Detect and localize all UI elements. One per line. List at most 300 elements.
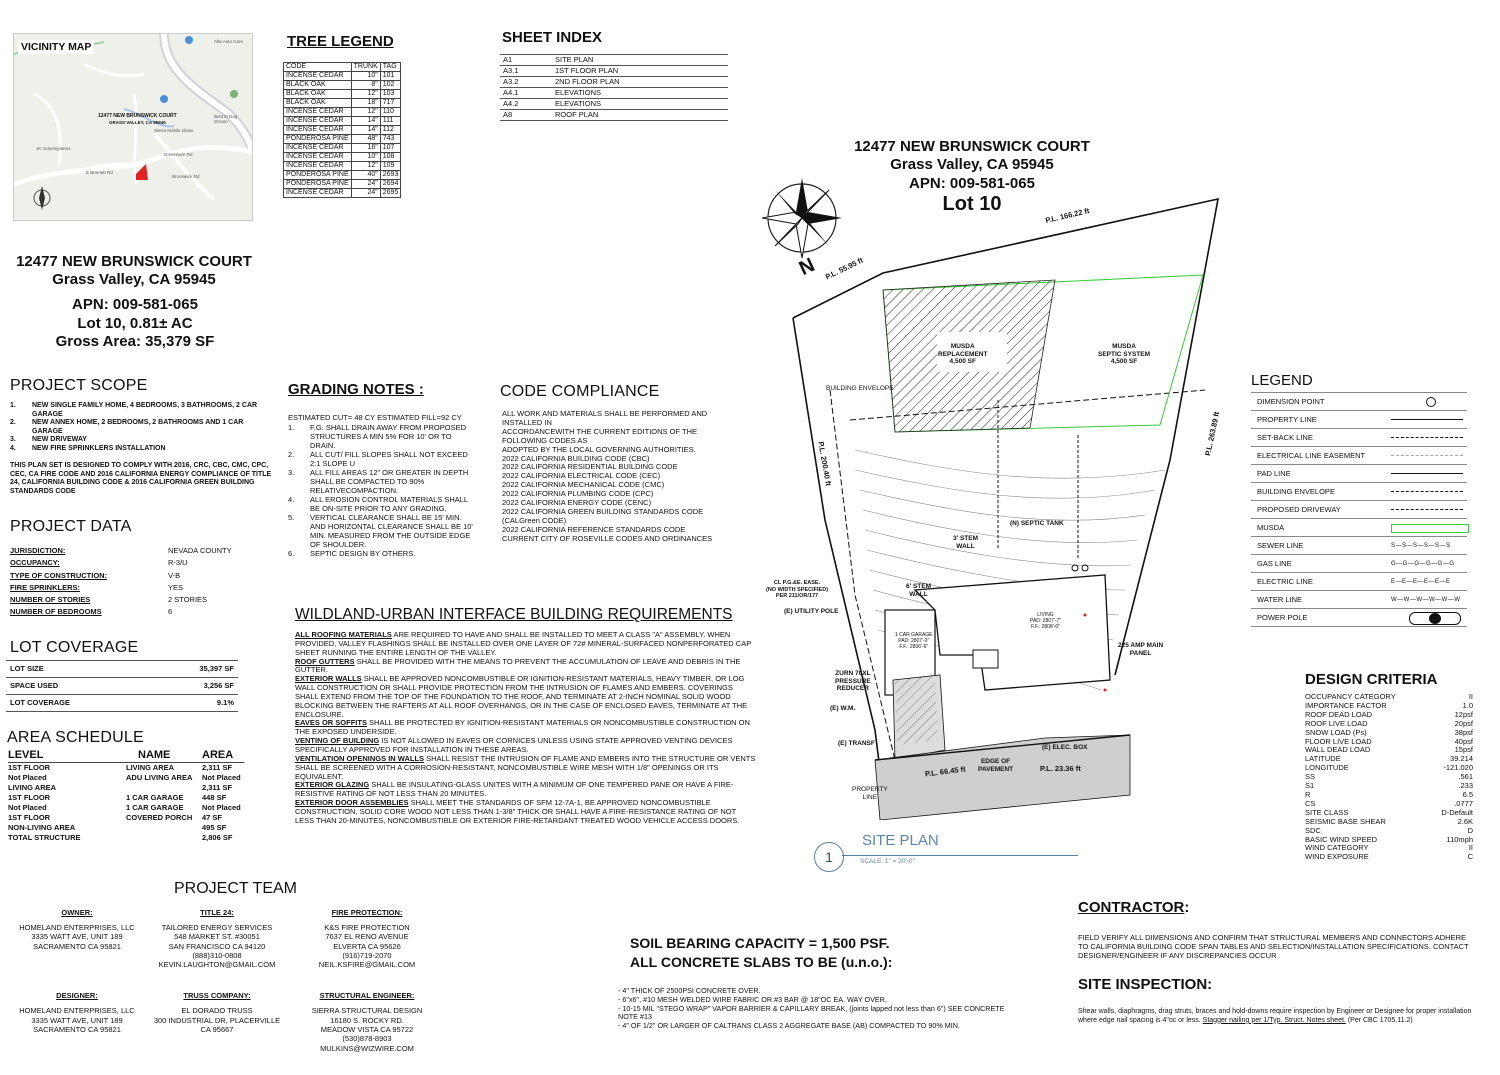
design-criteria-key: SDC [1305, 825, 1321, 835]
team-info: HOMELAND ENTERPRISES, LLC 3335 WATT AVE, UNIT 189 SACRAMENTO CA 95821 [19, 923, 135, 951]
project-scope-list [10, 402, 268, 453]
tree-legend-table [283, 62, 401, 198]
area-schedule-header [8, 748, 244, 763]
wui-item-key: EAVES OR SOFFITS [295, 718, 367, 728]
scope-item-text: NEW DRIVEWAY [32, 436, 87, 443]
design-criteria-row [1305, 782, 1473, 791]
project-scope-note: THIS PLAN SET IS DESIGNED TO COMPLY WITH 2016, CRC, CBC, CMC, CPC, CEC, CA FIRE CODE AND 2016 CALIFORNIA ENERGY COMPLIANCE OF TITLE 24, CALIFORNIA BUILDING CODE & 2016 CALIFORNIA GREEN BUILDING STANDARDS CODE [10, 462, 272, 495]
design-criteria-value: 38psf [1454, 727, 1473, 737]
scope-item-number: 3. [10, 436, 16, 443]
code-compliance-line: 2022 CALIFORNIA BUILDING CODE (CBC) [502, 453, 650, 463]
vicinity-map-title: VICINITY MAP [18, 40, 94, 54]
grading-notes-title: GRADING NOTES : [288, 381, 424, 398]
wui-item [295, 675, 757, 719]
area-value: 448 SF [202, 793, 227, 802]
tree-legend-cell: INCENSE CEDAR [284, 72, 352, 81]
contractor-title-text: CONTRACTOR [1078, 899, 1185, 916]
code-compliance-line: ALL WORK AND MATERIALS SHALL BE PERFORMED AND INSTALLED IN [502, 409, 708, 427]
wui-item [295, 719, 757, 737]
area-name: COVERED PORCH [126, 813, 193, 822]
contractor-colon: : [1184, 899, 1190, 916]
code-compliance-line: 2022 CALIFORNIA RESIDENTIAL BUILDING CODE [502, 462, 678, 472]
grading-note-number: 6. [288, 549, 295, 558]
team-member [12, 991, 142, 1052]
tree-legend-cell: 40" [351, 171, 380, 180]
area-name: 1 CAR GARAGE [126, 803, 184, 812]
power-pole-icon [1409, 612, 1461, 625]
design-criteria-key: LATITUDE [1305, 754, 1341, 764]
design-criteria-title: DESIGN CRITERIA [1305, 671, 1438, 688]
team-member [142, 908, 292, 969]
team-member [292, 991, 442, 1052]
lot-coverage-row [6, 678, 238, 695]
tree-legend-cell: 108 [380, 153, 401, 162]
sheet-number: A4.1 [500, 88, 552, 99]
plan-apn: APN: 009-581-065 [909, 175, 1035, 192]
site-plan-title: SITE PLAN [862, 832, 939, 849]
wui-item-key: EXTERIOR DOOR ASSEMBLIES [295, 798, 409, 808]
tree-legend-cell: 8" [351, 81, 380, 90]
legend-row: ELECTRICAL LINE EASEMENT [1251, 447, 1467, 465]
wui-item-key: ROOF GUTTERS [295, 656, 355, 666]
tree-legend-header-row [284, 63, 401, 72]
code-compliance-list [502, 410, 730, 544]
legend-row: PROPOSED DRIVEWAY [1251, 501, 1467, 519]
legend-row: SET-BACK LINE [1251, 429, 1467, 447]
team-role: TITLE 24: [200, 908, 234, 917]
design-criteria-key: CS [1305, 798, 1316, 808]
left-city: Grass Valley, CA 95945 [52, 271, 216, 288]
wui-item-text: SHALL BE PROVIDED WITH THE MEANS TO PREVENT THE ACCUMULATION OF LEAVE AND DEBRIS IN THE GUTTER. [295, 656, 741, 675]
vicinity-map-poi: Greenhorn Rd [164, 152, 193, 157]
left-gross-area: Gross Area: 35,379 SF [55, 333, 215, 350]
grading-notes-list [288, 423, 473, 558]
lot-coverage-key: SPACE USED [10, 681, 59, 690]
scope-item-number: 1. [10, 402, 16, 409]
tree-legend-cell: INCENSE CEDAR [284, 126, 352, 135]
sheet-index-row [500, 99, 728, 110]
wui-list [295, 631, 757, 826]
wui-item-text: SHALL BE APPROVED NONCOMBUSTIBLE OR IGNITION-RESISTANT MATERIALS, HEAVY TIMBER, OR LOG WALL CONSTRUCTION OR SHALL PROVIDE PROTECTION FROM THE INTRUSION OF FLAMES AND EMBERS. COVERINGS SHALL EXTEND FROM THE TOP OF THE FOUNDATION TO THE ROOF, AND TERMINATE AT 2-INCH NOMINAL SOLID WOOD BLOCKING BETWEEN THE RAFTERS AT ALL ROOF OVERHANGS, OR IN THE CASE OF ENCLOSED EAVES, TERMINATE AT THE ENCLOSURE. [295, 674, 748, 719]
tree-legend-cell: 16" [351, 144, 380, 153]
tree-legend-cell: 101 [380, 72, 401, 81]
wui-item [295, 781, 757, 799]
scope-item [10, 402, 268, 419]
design-criteria-row [1305, 818, 1473, 827]
tree-legend-cell: 110 [380, 108, 401, 117]
tree-legend-cell: 24" [351, 180, 380, 189]
area-level: LIVING AREA [8, 783, 57, 792]
area-col-area: AREA [202, 749, 234, 761]
wui-item-text: SHALL BE INSULATING-GLASS UNITES WITH A MINIMUM OF ONE TEMPERED PANE OR HAVE A FIRE-RESISTIVE RATING OF NOT LESS THAN 20 MINUTES. [295, 780, 734, 799]
vicinity-map-poi: Brunswick Rd [172, 174, 200, 179]
tree-legend-cell: 10" [351, 153, 380, 162]
vicinity-map-roads [14, 34, 252, 220]
area-level: NON-LIVING AREA [8, 823, 76, 832]
area-name: 1 CAR GARAGE [126, 793, 184, 802]
area-schedule-row [8, 783, 244, 793]
design-criteria-value: 2.6K [1457, 816, 1473, 826]
pl-west-label: P.L. 200.40 ft [816, 440, 834, 487]
design-criteria-value: D-Default [1441, 807, 1473, 817]
code-compliance-line: ACCORDANCEWITH THE CURRENT EDITIONS OF THE FOLLOWING CODES AS [502, 426, 698, 445]
design-criteria-value: .233 [1458, 781, 1473, 791]
team-info: EL DORADO TRUSS 300 INDUSTRIAL DR, PLACERVILLE CA 95667 [153, 1006, 281, 1035]
wui-item [295, 755, 757, 782]
tree-legend-cell: BLACK OAK [284, 99, 352, 108]
code-compliance-line: 2022 CALIFORNIA ELECTRICAL CODE (CEC) [502, 471, 661, 481]
soil-line: - 4" THICK OF 2500PSI CONCRETE OVER. [618, 986, 761, 995]
legend-row: POWER POLE [1251, 609, 1467, 627]
wui-item [295, 737, 757, 755]
vicinity-map-poi: JK motorsystems [36, 146, 71, 151]
building-envelope-label: BUILDING ENVELOPE [826, 385, 894, 392]
tree-legend-cell: BLACK OAK [284, 81, 352, 90]
utility-pole-label: (E) UTILITY POLE [784, 608, 839, 615]
tree-legend-row [284, 162, 401, 171]
elec-box-label: (E) ELEC. BOX [1042, 744, 1088, 751]
tree-legend-header-cell: TRUNK [351, 63, 380, 72]
wui-item-text: ARE REQUIRED TO HAVE AND SHALL BE INSTALLED TO MEET A CLASS "A" ASSEMBLY. WHEN PROVIDED, VALLEY FLASHINGS SHALL BE INSTALLED OVER ONE LAYER OF 72# MINERAL-SURFACED NONPERFORATED CAP SHEET RUNNING THE ENTIRE LENGTH OF THE VALLEY. [295, 630, 752, 657]
tree-legend-row [284, 108, 401, 117]
area-schedule-row [8, 763, 244, 773]
area-schedule-row [8, 773, 244, 783]
plan-city: Grass Valley, CA 95945 [890, 156, 1054, 173]
tree-legend-cell: BLACK OAK [284, 90, 352, 99]
design-criteria-key: WIND EXPOSURE [1305, 852, 1369, 862]
tree-legend-header-cell: TAG [380, 63, 401, 72]
grading-note [288, 495, 473, 513]
area-value: 495 SF [202, 823, 227, 832]
tree-legend-cell: 107 [380, 144, 401, 153]
sheet-index-row [500, 110, 728, 121]
design-criteria-key: ROOF DEAD LOAD [1305, 709, 1373, 719]
scope-item-number: 2. [10, 419, 16, 426]
design-criteria-key: SS [1305, 772, 1316, 782]
grading-note [288, 513, 473, 549]
tree-legend-cell: 14" [351, 117, 380, 126]
scope-item-text: NEW FIRE SPRINKLERS INSTALLATION [32, 444, 166, 452]
pl-east-label: P.L. 263.89 ft [1203, 410, 1222, 457]
left-apn: APN: 009-581-065 [72, 296, 198, 313]
area-name [118, 823, 202, 833]
legend-row: SEWER LINE S—S—S—S—S—S [1251, 537, 1467, 555]
site-inspection-underlined: Stagger nailing per 1/Typ. Struct. Notes sheet. [1202, 1016, 1346, 1024]
legend-line-symbol [1391, 437, 1463, 438]
edge-pavement-label: EDGE OF PAVEMENT [978, 758, 1014, 773]
design-criteria-value: C [1467, 852, 1473, 862]
legend-row: PROPERTY LINE [1251, 411, 1467, 429]
vicinity-map [13, 33, 253, 221]
pl-south-label: P.L. 66.45 ft [924, 764, 967, 779]
pl-top-label: P.L. 166.22 ft [1044, 206, 1091, 225]
garage-pad-label: 1 CAR GARAGE PAD: 2807'-0" F.F.: 2806'-6" [895, 632, 933, 650]
wui-item [295, 799, 757, 826]
sheet-name: 2ND FLOOR PLAN [552, 77, 728, 88]
tree-legend-cell: 12" [351, 90, 380, 99]
grading-note-number: 2. [288, 450, 295, 459]
scope-item-text: NEW SINGLE FAMILY HOME, 4 BEDROOMS, 3 BATHROOMS, 2 CAR GARAGE [32, 402, 258, 418]
grading-note-text: VERTICAL CLEARANCE SHALL BE 15' MIN. AND HORIZONTAL CLEARANCE SHALL BE 10' MIN. MEASURED FROM THE OUTSIDE EDGE OF SHOULDER. [310, 513, 473, 549]
legend-row: PAD LINE [1251, 465, 1467, 483]
lot-coverage-key: LOT SIZE [10, 664, 44, 673]
tree-legend-cell: 743 [380, 135, 401, 144]
sheet-number: A3.2 [500, 77, 552, 88]
design-criteria-key: BASIC WIND SPEED [1305, 834, 1378, 844]
musda-symbol [1391, 524, 1469, 533]
north-label: N [795, 254, 819, 281]
scope-item [10, 445, 268, 454]
sheet-index-row [500, 77, 728, 88]
design-criteria-value: 12psf [1454, 709, 1473, 719]
design-criteria-key: ROOF LIVE LOAD [1305, 718, 1368, 728]
area-col-level: LEVEL [8, 749, 44, 761]
area-name: ADU LIVING AREA [126, 773, 193, 782]
wui-item-key: ALL ROOFING MATERIALS [295, 630, 392, 639]
design-criteria-list [1305, 693, 1473, 862]
pl-nw-label: P.L. 55.95 ft [823, 255, 865, 282]
grading-note [288, 468, 473, 495]
grading-note-number: 4. [288, 495, 295, 504]
project-data-key: NUMBER OF STORIES [10, 595, 91, 605]
tree-legend-cell: 111 [380, 117, 401, 126]
team-info: K&S FIRE PROTECTION 7637 EL RENO AVENUE ELVERTA CA 95626 (916)719-2070 NEIL.KSFIRE@GMAIL.COM [318, 923, 416, 970]
wui-item-key: EXTERIOR GLAZING [295, 780, 370, 790]
wui-item [295, 658, 757, 676]
lot-coverage-value: 3,256 SF [203, 681, 234, 690]
contractor-text: FIELD VERIFY ALL DIMENSIONS AND CONFIRM THAT STRUCTURAL MEMBERS AND CONNECTORS ADHERE TO CALIFORNIA BUILDING CODE SPAN TABLES AND SELECTION/INSTALLATION SPECIFICATIONS. CONTACT DESIGNER/ENGINEER IF ANY DISCREPANCIES OCCUR [1078, 933, 1469, 961]
stem-wall-6-label: 6' STEM WALL [906, 583, 932, 598]
design-criteria-key: SITE CLASS [1305, 807, 1349, 817]
north-arrow-icon [762, 178, 842, 258]
project-data-row [10, 570, 270, 582]
design-criteria-key: WALL DEAD LOAD [1305, 745, 1371, 755]
contractor-title [1078, 899, 1189, 916]
power-pole-dot-icon [1429, 613, 1441, 624]
soil-line: - 4" OF 1/2" OR LARGER OF CALTRANS CLASS 2 AGGREGATE BASE (AB) COMPACTED TO 90% MIN. [618, 1021, 960, 1031]
sheet-index-row [500, 55, 728, 66]
wui-item [295, 631, 757, 658]
musda-replacement-label: MUSDA REPLACEMENT 4,500 SF [938, 343, 988, 365]
area-value: 2,311 SF [202, 763, 233, 772]
sheet-number: A4.2 [500, 99, 552, 110]
area-value: Not Placed [202, 773, 241, 782]
tree-legend-cell: INCENSE CEDAR [284, 117, 352, 126]
design-criteria-row [1305, 791, 1473, 800]
project-data-row [10, 545, 270, 557]
design-criteria-value: II [1468, 692, 1473, 701]
design-criteria-row [1305, 764, 1473, 773]
project-data-row [10, 557, 270, 569]
legend-row: GAS LINE G—G—G—G—G—G [1251, 555, 1467, 573]
sheet-index-title: SHEET INDEX [502, 29, 603, 46]
design-criteria-value: D [1467, 825, 1473, 835]
soil-line: - 6"x6", #10 MESH WELDED WIRE FABRIC OR #3 BAR @ 18"OC EA. WAY OVER, [618, 994, 887, 1004]
code-compliance-line: ADOPTED BY THE LOCAL GOVERNING AUTHORITIES. [502, 444, 696, 454]
legend-row: ELECTRIC LINE E—E—E—E—E—E [1251, 573, 1467, 591]
project-data-value: NEVADA COUNTY [168, 546, 232, 555]
tree-legend-cell: 14" [351, 126, 380, 135]
design-criteria-value: 15psf [1454, 745, 1473, 755]
site-plan-number: 1 [814, 842, 844, 872]
vicinity-map-address-1: 12477 NEW BRUNSWICK COURT [98, 113, 177, 119]
project-data-key: NUMBER OF BEDROOMS [10, 607, 102, 617]
tree-legend-cell: PONDEROSA PINE [284, 171, 352, 180]
grading-note-number: 5. [288, 513, 295, 522]
area-name [118, 783, 202, 793]
team-role: OWNER: [61, 908, 93, 917]
design-criteria-row [1305, 773, 1473, 782]
wui-item-text: SHALL BE PROTECTED BY IGNITION-RESISTANT MATERIALS OR NONCOMBUSTIBLE CONSTRUCTION ON THE EXPOSED UNDERSIDE. [295, 718, 750, 737]
site-inspection-text [1078, 1008, 1488, 1026]
project-data-key: OCCUPANCY: [10, 558, 60, 568]
design-criteria-value: .0777 [1454, 798, 1473, 808]
grading-note [288, 549, 473, 558]
tree-legend-cell: 109 [380, 162, 401, 171]
design-criteria-value: 20psf [1454, 718, 1473, 728]
lot-coverage-value: 35,397 SF [199, 664, 234, 673]
scope-item-number: 4. [10, 444, 16, 452]
grading-note-text: SEPTIC DESIGN BY OTHERS. [310, 549, 416, 558]
zurn-label: ZURN 70XL PRESSURE REDUCER [835, 670, 871, 692]
tree-legend-row [284, 117, 401, 126]
sheet-name: 1ST FLOOR PLAN [552, 66, 728, 77]
design-criteria-value: .561 [1458, 772, 1473, 782]
team-role: FIRE PROTECTION: [331, 908, 403, 917]
project-data-title: PROJECT DATA [10, 518, 132, 535]
legend-text-symbol: G—G—G—G—G—G [1391, 561, 1455, 567]
area-level: Not Placed [8, 773, 47, 782]
project-data-list [10, 545, 270, 619]
area-name [118, 833, 202, 843]
design-criteria-key: R [1305, 789, 1311, 799]
wui-item-key: EXTERIOR WALLS [295, 674, 362, 684]
legend-text-symbol: W—W—W—W—W—W [1391, 597, 1461, 603]
tree-legend-cell: 24" [351, 189, 380, 198]
soil-notes [618, 987, 1018, 1031]
code-compliance-line: 2022 CALIFORNIA MECHANICAL CODE (CMC) [502, 480, 665, 490]
project-data-value: V-B [168, 570, 181, 580]
soil-title-1: SOIL BEARING CAPACITY = 1,500 PSF. [630, 935, 890, 951]
scope-item-text: NEW ANNEX HOME, 2 BEDROOMS, 2 BATHROOMS AND 1 CAR GARAGE [32, 419, 244, 435]
tree-legend-cell: 18" [351, 99, 380, 108]
tree-legend-cell: 103 [380, 90, 401, 99]
design-criteria-value: 110mph [1446, 834, 1473, 844]
property-line-label: PROPERTY LINE [852, 786, 888, 801]
tree-legend-row [284, 153, 401, 162]
tree-legend-row [284, 180, 401, 189]
tree-legend-row [284, 72, 401, 81]
legend-row: MUSDA [1251, 519, 1467, 537]
wui-item-text: IS NOT ALLOWED IN EAVES OR CORNICES UNLESS USING STATE APPROVED VENTING DEVICES SPECIFICALLY APPROVED FOR INSTALLATION IN THESE AREAS. [295, 736, 733, 754]
legend-row: DIMENSION POINT [1251, 393, 1467, 411]
team-info: HOMELAND ENTERPRISES, LLC 3335 WATT AVE, UNIT 189 SACRAMENTO CA 95821 [19, 1006, 135, 1035]
team-member [142, 991, 292, 1052]
living-pad-label: LIVING PAD: 2807'-7" F.F.: 2808'-0" [1030, 612, 1061, 630]
transformer-label: (E) TRANSF [838, 740, 875, 747]
wui-item-key: VENTING OF BUILDING [295, 736, 380, 746]
code-compliance-line: 2022 CALIFORNIA ENERGY CODE (CENC) [502, 498, 652, 508]
design-criteria-key: FLOOR LIVE LOAD [1305, 736, 1372, 746]
area-level: 1ST FLOOR [8, 793, 51, 802]
tree-legend-cell: INCENSE CEDAR [284, 153, 352, 162]
design-criteria-value: -121.020 [1443, 763, 1473, 773]
tree-legend-row [284, 144, 401, 153]
design-criteria-key: WIND CATEGORY [1305, 843, 1369, 853]
tree-legend-row [284, 171, 401, 180]
area-schedule-rows [8, 763, 244, 843]
legend-line-symbol [1391, 419, 1463, 420]
tree-legend-row [284, 99, 401, 108]
site-plan-rule [842, 855, 1078, 856]
tree-legend-cell: INCENSE CEDAR [284, 189, 352, 198]
tree-legend-cell: 48" [351, 135, 380, 144]
grading-note [288, 423, 473, 450]
area-schedule-row [8, 803, 244, 813]
scope-item [10, 419, 268, 436]
project-scope-title: PROJECT SCOPE [10, 377, 148, 394]
tree-legend-cell: 12" [351, 162, 380, 171]
sheet-index-row [500, 66, 728, 77]
wui-item-text: SHALL MEET THE STANDARDS OF SFM 12-7A-1, BE APPROVED NONCOMBUSTIBLE CONSTRUCTION, SOLID CORE WOOD NOT LESS THAN 1-3/8" THICK OR SHALL HAVE A FIRE-RESISTANCE RATING OF NOT LESS THAN 20-MINUTES, NONCOMBUSTIBLE OR EXTERIOR FIRE-RETARDANT TREATED WOOD VEHICLE ACCESS DOORS. [295, 798, 740, 825]
area-level: 1ST FLOOR [8, 813, 51, 822]
legend-text-symbol: E—E—E—E—E—E [1391, 579, 1451, 585]
legend-table [1251, 392, 1467, 629]
area-schedule-row [8, 833, 244, 843]
grading-note-text: ALL EROSION CONTROL MATERIALS SHALL BE ON-SITE PRIOR TO ANY GRADING. [310, 495, 468, 513]
grading-notes-intro: ESTIMATED CUT= 48 CY ESTIMATED FILL=92 CY [288, 413, 462, 422]
area-name: LIVING AREA [126, 763, 175, 772]
tree-legend-header-cell: CODE [284, 63, 352, 72]
area-level: 1ST FLOOR [8, 763, 51, 772]
vicinity-map-poi: Sierra Mobile Glass [154, 128, 194, 133]
code-compliance-line: 2022 CALIFORNIA PLUMBING CODE (CPC) [502, 489, 654, 499]
grading-note-text: ALL FILL AREAS 12" OR GREATER IN DEPTH SHALL BE COMPACTED TO 90% RELATIVECOMPACTION. [310, 468, 469, 495]
plan-lot: Lot 10 [942, 193, 1002, 215]
lot-coverage-row [6, 661, 238, 678]
tree-legend-row [284, 90, 401, 99]
legend-row: BUILDING ENVELOPE [1251, 483, 1467, 501]
wui-item-key: VENTILATION OPENINGS IN WALLS [295, 753, 425, 763]
sheet-number: A3.1 [500, 66, 552, 77]
tree-legend-cell: INCENSE CEDAR [284, 144, 352, 153]
area-value: 2,806 SF [202, 833, 233, 842]
team-info: SIERRA STRUCTURAL DESIGN 16180 S. ROCKY RD. MEADOW VISTA CA 95722 (530)878-8903 MULKINS@WIZWIRE.COM [311, 1006, 423, 1053]
tree-legend-cell: INCENSE CEDAR [284, 108, 352, 117]
amp-panel-label: 225 AMP MAIN PANEL [1118, 642, 1164, 657]
project-data-value: 6 [168, 607, 173, 617]
vicinity-map-address-2: GRASS VALLEY, CA 95945 [109, 120, 166, 125]
team-info: TAILORED ENERGY SERVICES 548 MARKET ST. #30051 SAN FRANCISCO CA 94120 (888)310-0808 KEVIN.LAUGHTON@GMAIL.COM [158, 923, 276, 970]
project-data-key: JURISDICTION: [10, 546, 66, 555]
project-data-key: TYPE OF CONSTRUCTION: [10, 570, 108, 580]
design-criteria-key: SNOW LOAD (Ps) [1305, 727, 1367, 737]
tree-legend-row [284, 189, 401, 198]
area-schedule-row [8, 793, 244, 803]
project-data-key: FIRE SPRINKLERS: [10, 582, 81, 592]
project-data-row [10, 594, 270, 606]
area-level: Not Placed [8, 803, 47, 812]
legend-row: WATER LINE W—W—W—W—W—W [1251, 591, 1467, 609]
tree-legend-cell: 717 [380, 99, 401, 108]
musda-septic-label: MUSDA SEPTIC SYSTEM 4,500 SF [1098, 343, 1151, 365]
water-meter-label: (E) W.M. [830, 705, 856, 712]
project-data-value: R-3/U [168, 558, 188, 568]
dimension-point-icon [1426, 397, 1436, 407]
sheet-name: ELEVATIONS [552, 99, 728, 110]
pl-se-label: P.L. 23.36 ft [1040, 764, 1081, 773]
design-criteria-key: SEISMIC BASE SHEAR [1305, 816, 1386, 826]
